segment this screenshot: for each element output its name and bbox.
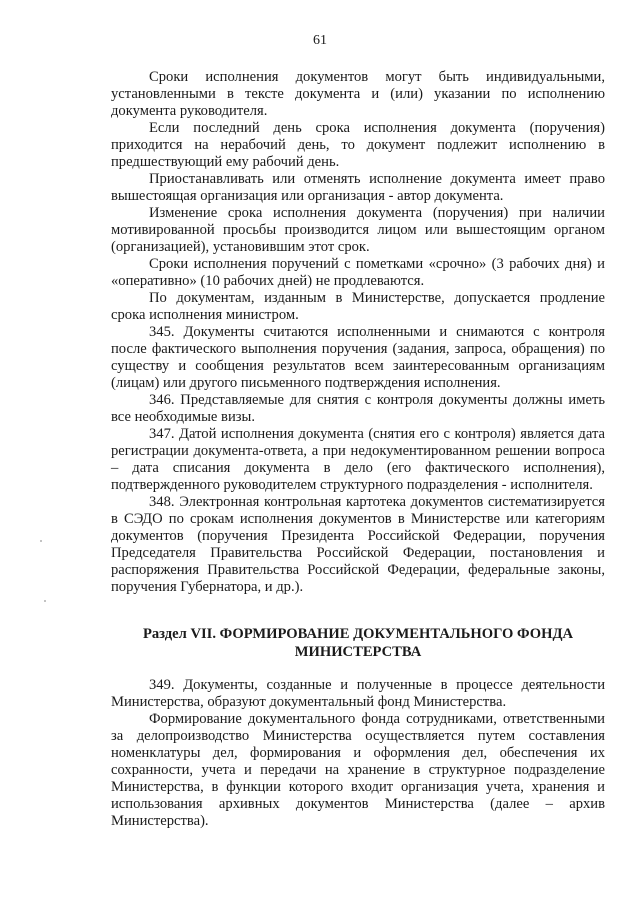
scan-speck: [40, 540, 42, 542]
page-number: 61: [313, 33, 327, 48]
paragraph-urgent-deadlines: Сроки исполнения поручений с пометками «срочно» (3 рабочих дня) и «оперативно» (10 рабочих дней) не продлеваются.: [111, 256, 605, 289]
body-text-bottom: [111, 677, 605, 830]
paragraph-suspend-execution: Приостанавливать или отменять исполнение документа имеет право вышестоящая организация или организация - автор документа.: [111, 171, 605, 204]
paragraph-non-working-day: Если последний день срока исполнения документа (поручения) приходится на нерабочий день, то документ подлежит исполнению в предшествующий ему рабочий день.: [111, 120, 605, 170]
paragraph-extension-by-minister: По документам, изданным в Министерстве, допускается продление срока исполнения министром.: [111, 290, 605, 323]
paragraph-change-deadline: Изменение срока исполнения документа (поручения) при наличии мотивированной просьбы производится лицом или вышестоящим органом (организацией), установившим этот срок.: [111, 205, 605, 255]
section-heading-line2: МИНИСТЕРСТВА: [294, 644, 422, 660]
paragraph-347: 347. Датой исполнения документа (снятия его с контроля) является дата регистрации документа-ответа, а при недокументированном решении вопроса – дата списания документа в дело (его фактического исполнения), подтвержденного руководителем структурного подразделения - исполнителя.: [111, 426, 605, 493]
scan-speck: [44, 600, 46, 602]
section-heading: [111, 625, 605, 661]
body-text-top: [111, 69, 605, 596]
paragraph-349: 349. Документы, созданные и полученные в процессе деятельности Министерства, образуют документальный фонд Министерства.: [111, 677, 605, 710]
paragraph-348: 348. Электронная контрольная картотека документов систематизируется в СЭДО по срокам исполнения документов в Министерстве или категориям документов (поручения Президента Российской Федерации, поручения Председателя Правительства Российской Федерации, постановления и распоряжения Правительства Российской Федерации, федеральные законы, поручения Губернатора, и др.).: [111, 494, 605, 595]
paragraph-fund-formation: Формирование документального фонда сотрудниками, ответственными за делопроизводство Министерства осуществляется путем составления номенклатуры дел, формирования и оформления дел, обеспечения их сохранности, учета и передачи на хранение в структурное подразделение Министерства, в функции которого входит организация учета, хранения и использования архивных документов Министерства (далее – архив Министерства).: [111, 711, 605, 829]
paragraph-346: 346. Представляемые для снятия с контроля документы должны иметь все необходимые визы.: [111, 392, 605, 425]
section-heading-line1: Раздел VII. ФОРМИРОВАНИЕ ДОКУМЕНТАЛЬНОГО ФОНДА: [142, 626, 574, 642]
paragraph-345: 345. Документы считаются исполненными и снимаются с контроля после фактического выполнения поручения (задания, запроса, обращения) по существу и сообщения результатов всем заинтересованным организациям (лицам) или другого письменного подтверждения исполнения.: [111, 324, 605, 391]
paragraph-deadlines-individual: Сроки исполнения документов могут быть индивидуальными, установленными в тексте документа и (или) указании по исполнению документа руководителя.: [111, 69, 605, 119]
